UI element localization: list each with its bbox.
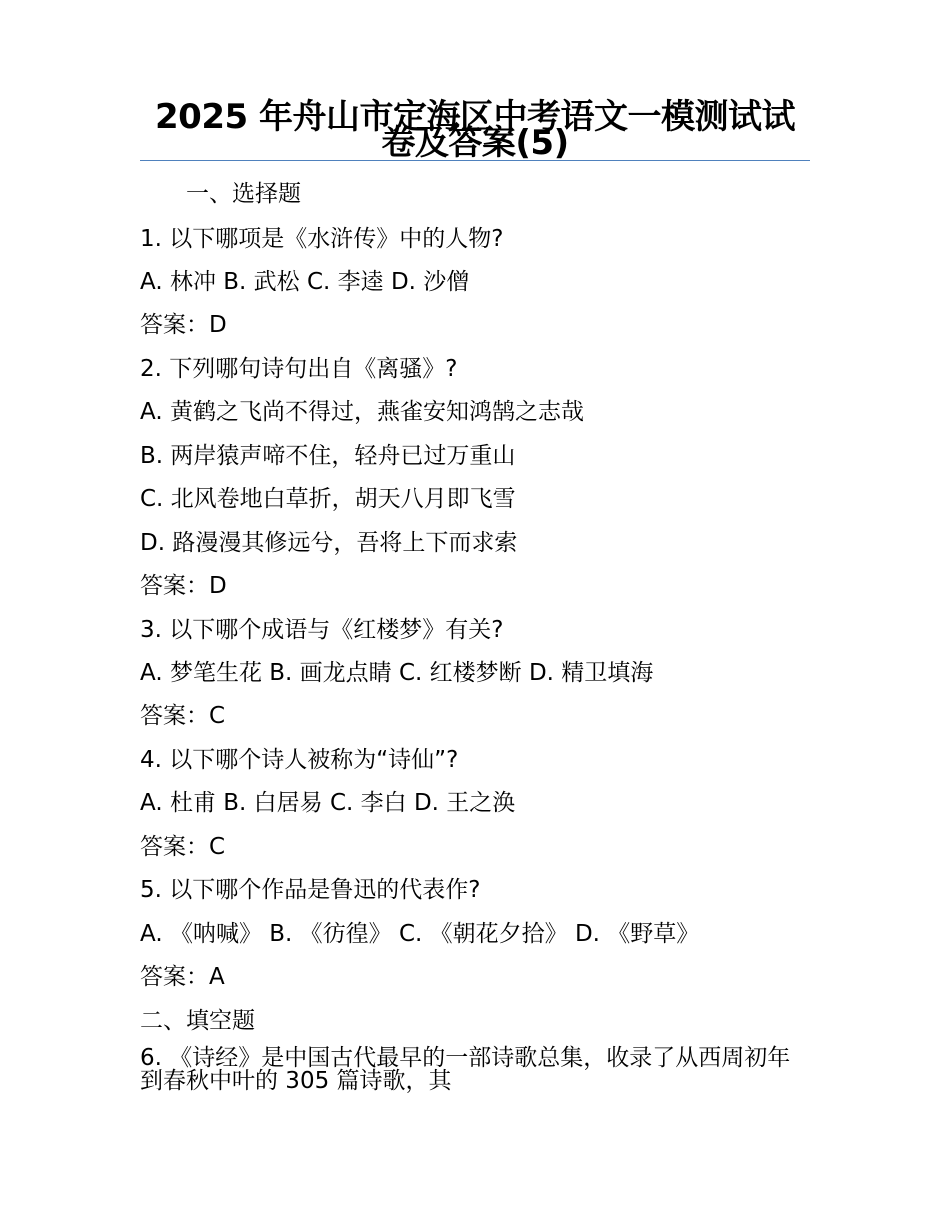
question-5-options: A. 《呐喊》 B. 《彷徨》 C. 《朝花夕拾》 D. 《野草》 bbox=[140, 921, 700, 947]
title-underline bbox=[140, 160, 810, 161]
question-4: 4. 以下哪个诗人被称为“诗仙”? bbox=[140, 747, 459, 773]
section-heading-choice: 一、选择题 bbox=[186, 181, 301, 207]
question-1-answer: 答案：D bbox=[140, 312, 227, 338]
question-4-answer: 答案：C bbox=[140, 834, 226, 860]
question-3-options: A. 梦笔生花 B. 画龙点睛 C. 红楼梦断 D. 精卫填海 bbox=[140, 660, 654, 686]
question-5: 5. 以下哪个作品是鲁迅的代表作? bbox=[140, 877, 481, 903]
question-2-option-d: D. 路漫漫其修远兮，吾将上下而求索 bbox=[140, 530, 518, 556]
question-2-option-c: C. 北风卷地白草折，胡天八月即飞雪 bbox=[140, 486, 516, 512]
question-5-answer: 答案：A bbox=[140, 964, 225, 990]
section-heading-fill: 二、填空题 bbox=[140, 1008, 255, 1034]
question-2-option-b: B. 两岸猿声啼不住，轻舟已过万重山 bbox=[140, 443, 516, 469]
question-1-options: A. 林冲 B. 武松 C. 李逵 D. 沙僧 bbox=[140, 269, 470, 295]
question-1: 1. 以下哪项是《水浒传》中的人物? bbox=[140, 226, 504, 252]
question-3: 3. 以下哪个成语与《红楼梦》有关? bbox=[140, 617, 504, 643]
question-2-answer: 答案：D bbox=[140, 573, 227, 599]
question-3-answer: 答案：C bbox=[140, 703, 226, 729]
question-2: 2. 下列哪句诗句出自《离骚》? bbox=[140, 356, 458, 382]
question-2-option-a: A. 黄鹤之飞尚不得过，燕雀安知鸿鹄之志哉 bbox=[140, 399, 584, 425]
document-title: 2025 年舟山市定海区中考语文一模测试试卷及答案(5) bbox=[155, 97, 795, 163]
question-6: 6. 《诗经》是中国古代最早的一部诗歌总集，收录了从西周初年到春秋中叶的 305 篇诗歌，其 bbox=[140, 1045, 791, 1094]
question-4-options: A. 杜甫 B. 白居易 C. 李白 D. 王之涣 bbox=[140, 790, 516, 816]
